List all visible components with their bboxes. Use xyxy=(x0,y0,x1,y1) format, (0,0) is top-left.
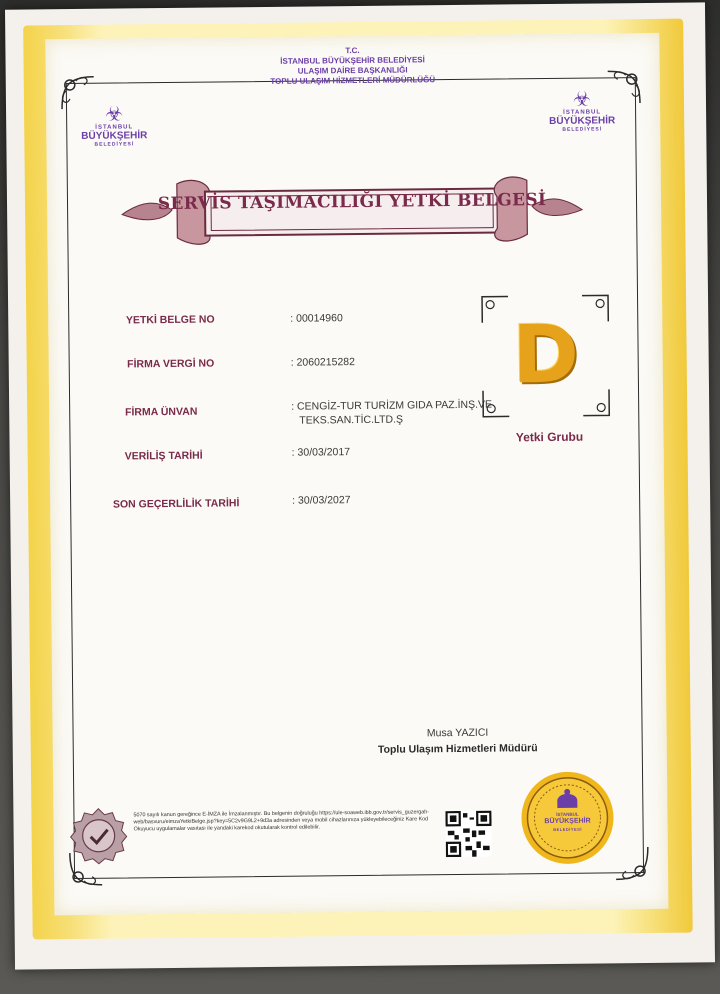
field-label: SON GEÇERLİLİK TARİHİ xyxy=(112,497,240,511)
signer-title: Toplu Ulaşım Hizmetleri Müdürü xyxy=(377,742,538,756)
field-value: : 30/03/2027 xyxy=(292,494,351,507)
field-value: : 2060215282 xyxy=(290,356,355,369)
seal-text: BELEDİYESİ xyxy=(553,826,583,832)
e-signature-notice: 5070 sayılı kanun gereğince E-İMZA ile İmzalanmıştır. Bu belgenin doğruluğu https://ule-soaweb.ibb.gov.tr/servis_guzergah-web/basvuru/eimzaYetkiBelge.jsp?key=5C2v9G9L2+9d3a adresinden veya mobil cihazlarınıza yükleyebileceğiniz Kare Kod Okuyucu uygulamalar vasıtası ile yandaki karekod okutularak kontrol edilebilir. xyxy=(133,809,430,833)
logo-text: BELEDİYESİ xyxy=(562,126,603,133)
field-value: : 30/03/2017 xyxy=(291,446,351,459)
ibb-logo-icon: ☣ xyxy=(572,88,592,111)
logo-text: BÜYÜKŞEHİR xyxy=(81,130,148,142)
field-value-continued: TEKS.SAN.TİC.LTD.Ş xyxy=(299,413,404,427)
municipality-gold-seal xyxy=(519,769,616,866)
document-title: SERVİS TAŞIMACILIĞI YETKİ BELGESİ xyxy=(157,190,547,215)
field-label: FİRMA ÜNVAN xyxy=(124,405,198,419)
title-banner xyxy=(117,166,588,249)
field-label: VERİLİŞ TARİHİ xyxy=(124,449,203,463)
authorization-group-caption: Yetki Grubu xyxy=(515,429,584,445)
seal-text: BÜYÜKŞEHİR xyxy=(544,817,591,826)
field-label: YETKİ BELGE NO xyxy=(125,313,215,327)
field-value: : CENGİZ-TUR TURİZM GIDA PAZ.İNŞ.VE xyxy=(291,398,493,413)
certificate-body xyxy=(45,33,668,915)
approval-seal-icon xyxy=(69,806,128,865)
header-line: ULAŞIM DAİRE BAŞKANLIĞI xyxy=(297,65,408,76)
ibb-logo xyxy=(540,89,624,133)
field-value: : 00014960 xyxy=(290,312,343,325)
header-line: TOPLU ULAŞIM HİZMETLERİ MÜDÜRLÜĞÜ xyxy=(270,75,436,86)
authorization-group-letter: D xyxy=(511,307,580,402)
logo-text: İSTANBUL xyxy=(95,124,134,131)
logo-text: BÜYÜKŞEHİR xyxy=(549,115,616,127)
field-label: FİRMA VERGİ NO xyxy=(127,357,215,371)
logo-text: İSTANBUL xyxy=(563,109,602,116)
header-line: T.C. xyxy=(345,45,360,56)
qr-code-icon[interactable] xyxy=(445,811,491,857)
signer-name: Musa YAZICI xyxy=(426,726,489,740)
ibb-logo xyxy=(72,104,156,148)
ibb-logo-icon: ☣ xyxy=(105,103,124,126)
logo-text: BELEDİYESİ xyxy=(94,141,135,148)
header-line: İSTANBUL BÜYÜKŞEHİR BELEDİYESİ xyxy=(280,55,425,66)
issuer-header xyxy=(45,43,659,89)
seal-text: İSTANBUL xyxy=(556,811,579,817)
certificate-paper xyxy=(5,2,715,969)
authorization-group-box xyxy=(478,291,613,420)
